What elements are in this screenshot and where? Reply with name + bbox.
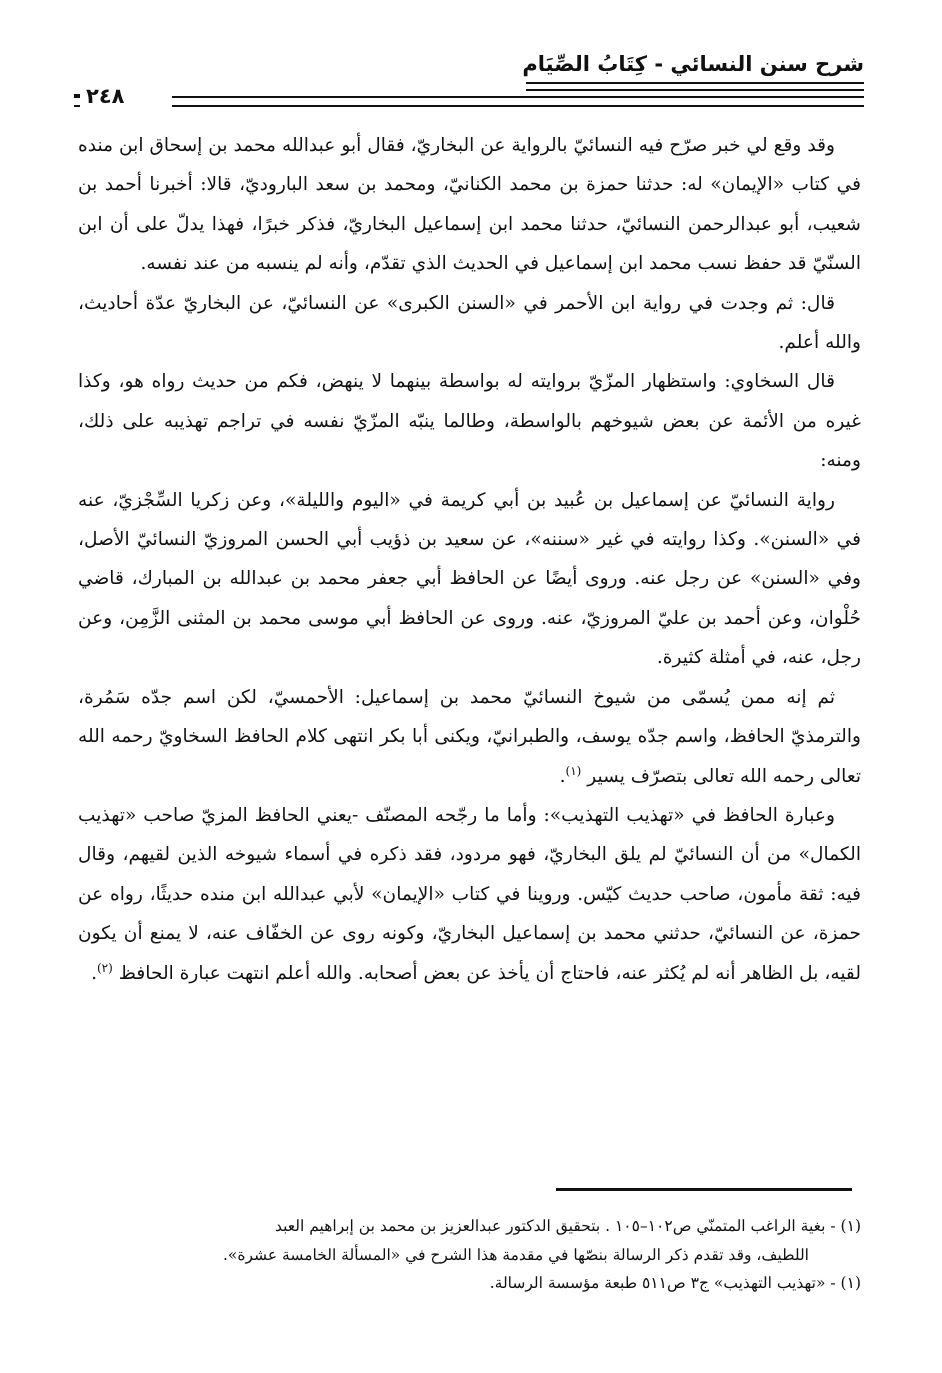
footnote-marker: (١) - bbox=[830, 1217, 861, 1235]
footnote bbox=[78, 1212, 861, 1241]
footnotes bbox=[78, 1212, 861, 1298]
footnote-continuation bbox=[78, 1241, 861, 1270]
paragraph: قال: ثم وجدت في رواية ابن الأحمر في «السنن الكبرى» عن النسائيّ، عن البخاريّ عدّة أحاديث، والله أعلم. bbox=[78, 292, 861, 354]
footnote bbox=[78, 1269, 861, 1298]
main-text bbox=[78, 126, 861, 993]
footnote-reference[interactable]: (٢) bbox=[96, 960, 113, 975]
footnote-reference[interactable]: (١) bbox=[565, 763, 582, 778]
footnote-separator bbox=[556, 1188, 852, 1191]
page-number: ٢٤٨ bbox=[86, 84, 125, 108]
title-underline bbox=[526, 82, 864, 91]
paragraph: رواية النسائيّ عن إسماعيل بن عُبيد بن أبي كريمة في «اليوم والليلة»، وعن زكريا السِّجْزيّ، عنه في «السنن». وكذا روايته في غير «سننه»، عن سعيد بن ذؤيب أبي الحسن المروزيّ النسائيّ الأصل، وفي «السنن» عن رجل عنه. وروى أيضًا عن الحافظ أبي جعفر محمد بن عبدالله بن المبارك، قاضي حُلْوان، وعن أحمد بن عليّ المروزيّ، عنه. وروى عن الحافظ أبي موسى محمد بن المثنى الزَّمِن، وعن رجل، عنه، في أمثلة كثيرة. bbox=[78, 489, 861, 669]
paragraph: ثم إنه ممن يُسمّى من شيوخ النسائيّ محمد بن إسماعيل: الأحمسيّ، لكن اسم جدّه سَمُرة، والترمذيّ الحافظ، واسم جدّه يوسف، والطبرانيّ، ويكنى أبا بكر انتهى كلام الحافظ السخاويّ رحمه الله تعالى رحمه الله تعالى بتصرّف يسير $^{(١)}$. bbox=[78, 686, 861, 787]
running-title: شرح سنن النسائي - كِتَابُ الصِّيَام bbox=[522, 52, 864, 76]
footnote-text: «تهذيب التهذيب» ج٣ ص٥١١ طبعة مؤسسة الرسالة. bbox=[489, 1274, 826, 1292]
footnote-marker: (١) - bbox=[830, 1274, 861, 1292]
page-header bbox=[74, 52, 864, 108]
paragraph: وعبارة الحافظ في «تهذيب التهذيب»: وأما ما رجّحه المصنّف -يعني الحافظ المزيّ صاحب «تهذيب الكمال» من أن النسائيّ لم يلق البخاريّ، فهو مردود، فقد ذكره في أسماء شيوخه الذين لقيهم، وقال فيه: ثقة مأمون، صاحب حديث كيّس. وروينا في كتاب «الإيمان» لأبي عبدالله ابن منده حديثًا، رواه عن حمزة، عن النسائيّ، حدثني محمد بن إسماعيل البخاريّ، وكونه روى عن الخفّاف عنه، لا يمنع أن يكون لقيه، بل الظاهر أنه لم يُكثر عنه، فاحتاج أن يأخذ عن بعض أصحابه. والله أعلم انتهت عبارة الحافظ $^{(٢)}$. bbox=[78, 804, 861, 984]
footnote-text: اللطيف، وقد تقدم ذكر الرسالة بنصّها في مقدمة هذا الشرح في «المسألة الخامسة عشرة». bbox=[222, 1245, 809, 1264]
paragraph: وقد وقع لي خبر صرّح فيه النسائيّ بالرواية عن البخاريّ، فقال أبو عبدالله محمد بن إسحاق ابن منده في كتاب «الإيمان» له: حدثنا حمزة بن محمد الكنانيّ، ومحمد بن سعد الباروديّ، قالا: أخبرنا أحمد بن شعيب، أبو عبدالرحمن النسائيّ، حدثنا محمد ابن إسماعيل البخاريّ، فذكر خبرًا، فهذا يدلّ على أن ابن السنّيّ قد حفظ نسب محمد ابن إسماعيل في الحديث الذي تقدّم، وأنه لم ينسبه من عند نفسه. bbox=[78, 135, 861, 275]
footnote-text: بغية الراغب المتمنّي ص١٠٢–١٠٥ . بتحقيق الدكتور عبدالعزيز بن محمد بن إبراهيم العبد bbox=[274, 1217, 826, 1235]
paragraph: قال السخاوي: واستظهار المزّيّ بروايته له بواسطة بينهما لا ينهض، فكم من حديث رواه هو، وكذا غيره من الأئمة عن بعض شيوخهم بالواسطة، وطالما ينبّه المزّيّ نفسه في تراجم تهذيبه على ذلك، ومنه: bbox=[78, 371, 861, 472]
header-rule bbox=[74, 96, 864, 107]
header-rule-left-end bbox=[74, 94, 80, 107]
